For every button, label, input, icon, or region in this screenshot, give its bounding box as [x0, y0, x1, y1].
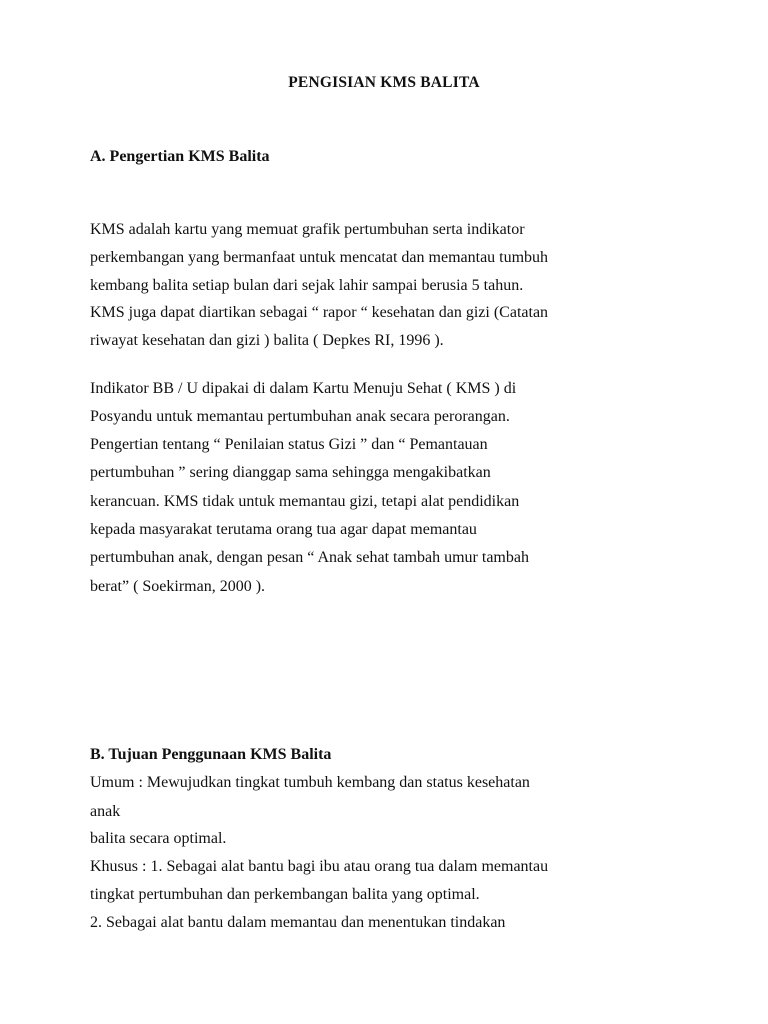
paragraph-line: KMS adalah kartu yang memuat grafik pertumbuhan serta indikator	[90, 221, 525, 238]
paragraph-line: pertumbuhan ” sering dianggap sama sehingga mengakibatkan	[90, 464, 491, 481]
paragraph-line: kepada masyarakat terutama orang tua agar dapat memantau	[90, 521, 477, 538]
paragraph-line: kembang balita setiap bulan dari sejak lahir sampai berusia 5 tahun.	[90, 277, 524, 294]
paragraph-line: Posyandu untuk memantau pertumbuhan anak secara perorangan.	[90, 408, 510, 425]
section-a-heading: A. Pengertian KMS Balita	[90, 148, 270, 165]
paragraph-line: tingkat pertumbuhan dan perkembangan balita yang optimal.	[90, 886, 480, 903]
paragraph-line: pertumbuhan anak, dengan pesan “ Anak sehat tambah umur tambah	[90, 549, 529, 566]
paragraph-line: Indikator BB / U dipakai di dalam Kartu Menuju Sehat ( KMS ) di	[90, 380, 517, 397]
paragraph-line: Pengertian tentang “ Penilaian status Gizi ” dan “ Pemantauan	[90, 436, 488, 453]
paragraph-line: Khusus : 1. Sebagai alat bantu bagi ibu atau orang tua dalam memantau	[90, 858, 549, 875]
paragraph-line: riwayat kesehatan dan gizi ) balita ( Depkes RI, 1996 ).	[90, 332, 444, 349]
paragraph-line: balita secara optimal.	[90, 830, 227, 847]
paragraph-line: Umum : Mewujudkan tingkat tumbuh kembang dan status kesehatan	[90, 774, 530, 791]
paragraph-line: perkembangan yang bermanfaat untuk mencatat dan memantau tumbuh	[90, 249, 549, 266]
document-title: PENGISIAN KMS BALITA	[288, 74, 480, 91]
paragraph-line: KMS juga dapat diartikan sebagai “ rapor “ kesehatan dan gizi (Catatan	[90, 304, 549, 321]
paragraph-line: berat” ( Soekirman, 2000 ).	[90, 578, 266, 595]
paragraph-line: kerancuan. KMS tidak untuk memantau gizi, tetapi alat pendidikan	[90, 493, 520, 510]
paragraph-line: 2. Sebagai alat bantu dalam memantau dan menentukan tindakan	[90, 914, 506, 931]
paragraph-line: anak	[90, 803, 121, 820]
section-b-heading: B. Tujuan Penggunaan KMS Balita	[90, 746, 332, 763]
